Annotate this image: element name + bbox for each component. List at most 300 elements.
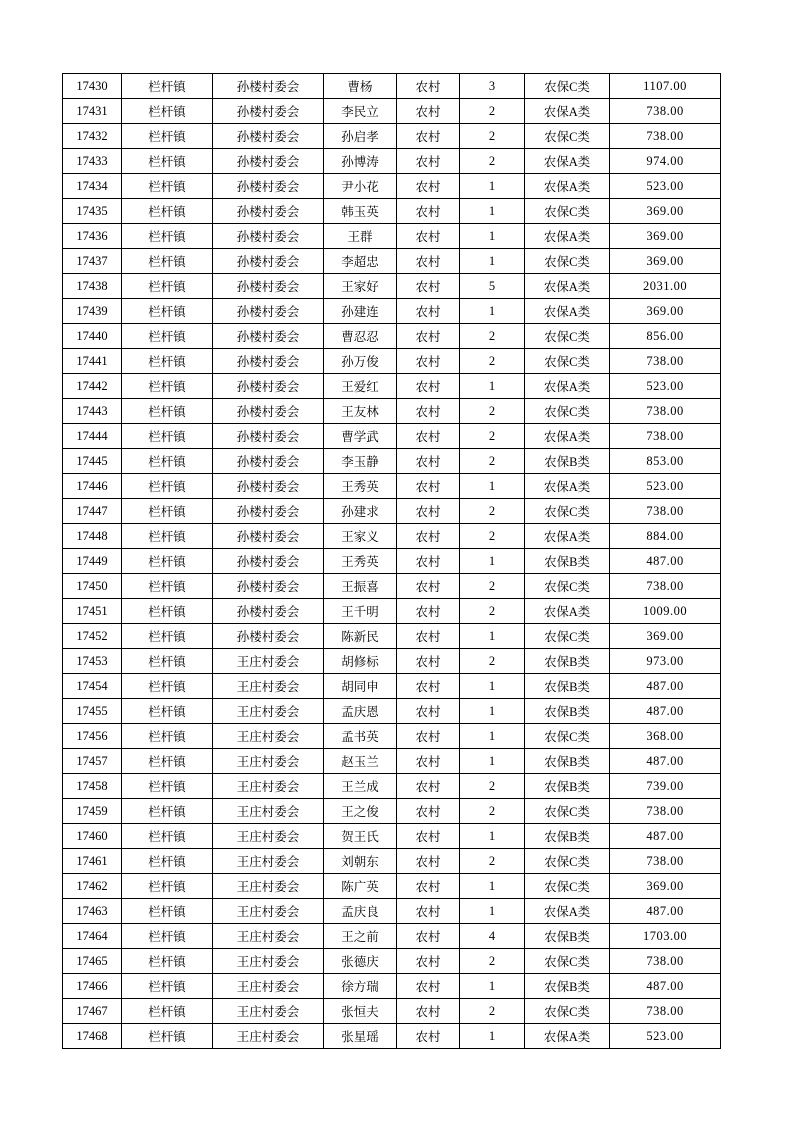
cell-village: 孙楼村委会	[213, 99, 324, 124]
cell-persons: 2	[460, 774, 525, 799]
cell-amount: 523.00	[610, 474, 721, 499]
cell-name: 王爱红	[324, 374, 397, 399]
cell-category: 农保B类	[525, 649, 610, 674]
cell-residence: 农村	[397, 349, 460, 374]
cell-residence: 农村	[397, 74, 460, 99]
cell-residence: 农村	[397, 1024, 460, 1049]
cell-amount: 368.00	[610, 724, 721, 749]
cell-residence: 农村	[397, 299, 460, 324]
cell-amount: 369.00	[610, 874, 721, 899]
table-row	[63, 599, 721, 624]
cell-town: 栏杆镇	[122, 949, 213, 974]
cell-village: 王庄村委会	[213, 949, 324, 974]
cell-persons: 1	[460, 699, 525, 724]
cell-persons: 2	[460, 99, 525, 124]
cell-residence: 农村	[397, 649, 460, 674]
cell-persons: 2	[460, 124, 525, 149]
cell-category: 农保A类	[525, 524, 610, 549]
cell-residence: 农村	[397, 499, 460, 524]
cell-id: 17465	[63, 949, 122, 974]
cell-name: 张德庆	[324, 949, 397, 974]
cell-name: 张星瑶	[324, 1024, 397, 1049]
cell-amount: 487.00	[610, 674, 721, 699]
cell-village: 王庄村委会	[213, 1024, 324, 1049]
cell-persons: 2	[460, 324, 525, 349]
cell-town: 栏杆镇	[122, 699, 213, 724]
cell-category: 农保B类	[525, 749, 610, 774]
cell-category: 农保B类	[525, 824, 610, 849]
cell-residence: 农村	[397, 924, 460, 949]
cell-category: 农保C类	[525, 324, 610, 349]
cell-persons: 1	[460, 1024, 525, 1049]
cell-name: 孟庆恩	[324, 699, 397, 724]
cell-persons: 2	[460, 399, 525, 424]
cell-residence: 农村	[397, 974, 460, 999]
cell-name: 王之前	[324, 924, 397, 949]
cell-name: 贺王氏	[324, 824, 397, 849]
table-row	[63, 999, 721, 1024]
cell-town: 栏杆镇	[122, 724, 213, 749]
cell-village: 孙楼村委会	[213, 174, 324, 199]
cell-persons: 2	[460, 499, 525, 524]
cell-persons: 1	[460, 724, 525, 749]
cell-residence: 农村	[397, 249, 460, 274]
cell-village: 孙楼村委会	[213, 374, 324, 399]
cell-village: 王庄村委会	[213, 649, 324, 674]
cell-village: 王庄村委会	[213, 899, 324, 924]
cell-persons: 2	[460, 999, 525, 1024]
cell-amount: 973.00	[610, 649, 721, 674]
cell-persons: 2	[460, 649, 525, 674]
table-row	[63, 449, 721, 474]
cell-amount: 1009.00	[610, 599, 721, 624]
cell-id: 17461	[63, 849, 122, 874]
cell-residence: 农村	[397, 574, 460, 599]
cell-residence: 农村	[397, 799, 460, 824]
cell-amount: 523.00	[610, 374, 721, 399]
cell-residence: 农村	[397, 874, 460, 899]
cell-id: 17468	[63, 1024, 122, 1049]
cell-persons: 2	[460, 149, 525, 174]
cell-persons: 1	[460, 474, 525, 499]
cell-id: 17450	[63, 574, 122, 599]
table-row	[63, 724, 721, 749]
cell-amount: 853.00	[610, 449, 721, 474]
cell-village: 孙楼村委会	[213, 424, 324, 449]
cell-id: 17459	[63, 799, 122, 824]
cell-amount: 738.00	[610, 124, 721, 149]
cell-category: 农保B类	[525, 699, 610, 724]
cell-category: 农保B类	[525, 974, 610, 999]
cell-residence: 农村	[397, 624, 460, 649]
table-row	[63, 624, 721, 649]
cell-persons: 1	[460, 224, 525, 249]
table-row	[63, 199, 721, 224]
cell-persons: 3	[460, 74, 525, 99]
cell-amount: 739.00	[610, 774, 721, 799]
cell-persons: 2	[460, 949, 525, 974]
cell-id: 17453	[63, 649, 122, 674]
cell-persons: 1	[460, 624, 525, 649]
cell-amount: 738.00	[610, 424, 721, 449]
cell-town: 栏杆镇	[122, 849, 213, 874]
cell-town: 栏杆镇	[122, 624, 213, 649]
cell-name: 王家好	[324, 274, 397, 299]
cell-category: 农保C类	[525, 249, 610, 274]
cell-name: 赵玉兰	[324, 749, 397, 774]
cell-village: 王庄村委会	[213, 824, 324, 849]
cell-residence: 农村	[397, 149, 460, 174]
cell-village: 王庄村委会	[213, 674, 324, 699]
cell-town: 栏杆镇	[122, 499, 213, 524]
cell-name: 王振喜	[324, 574, 397, 599]
table-row	[63, 99, 721, 124]
cell-id: 17443	[63, 399, 122, 424]
table-row	[63, 474, 721, 499]
cell-category: 农保C类	[525, 124, 610, 149]
cell-category: 农保C类	[525, 199, 610, 224]
cell-name: 曹学武	[324, 424, 397, 449]
cell-village: 孙楼村委会	[213, 274, 324, 299]
cell-category: 农保C类	[525, 799, 610, 824]
cell-residence: 农村	[397, 699, 460, 724]
cell-town: 栏杆镇	[122, 574, 213, 599]
cell-category: 农保C类	[525, 999, 610, 1024]
cell-id: 17460	[63, 824, 122, 849]
table-row	[63, 849, 721, 874]
cell-amount: 487.00	[610, 749, 721, 774]
table-row	[63, 824, 721, 849]
cell-residence: 农村	[397, 599, 460, 624]
cell-persons: 4	[460, 924, 525, 949]
cell-id: 17467	[63, 999, 122, 1024]
cell-village: 王庄村委会	[213, 849, 324, 874]
cell-amount: 1703.00	[610, 924, 721, 949]
records-table	[62, 73, 721, 1049]
cell-village: 孙楼村委会	[213, 324, 324, 349]
cell-category: 农保A类	[525, 299, 610, 324]
cell-persons: 2	[460, 574, 525, 599]
cell-residence: 农村	[397, 474, 460, 499]
cell-residence: 农村	[397, 524, 460, 549]
cell-category: 农保A类	[525, 224, 610, 249]
cell-name: 孙博涛	[324, 149, 397, 174]
cell-persons: 1	[460, 299, 525, 324]
cell-name: 尹小花	[324, 174, 397, 199]
cell-name: 孟庆良	[324, 899, 397, 924]
cell-name: 刘朝东	[324, 849, 397, 874]
cell-category: 农保C类	[525, 74, 610, 99]
cell-town: 栏杆镇	[122, 674, 213, 699]
cell-amount: 884.00	[610, 524, 721, 549]
cell-residence: 农村	[397, 274, 460, 299]
cell-id: 17462	[63, 874, 122, 899]
cell-amount: 487.00	[610, 549, 721, 574]
cell-amount: 738.00	[610, 949, 721, 974]
cell-name: 王秀英	[324, 474, 397, 499]
cell-persons: 1	[460, 974, 525, 999]
cell-category: 农保C类	[525, 724, 610, 749]
cell-id: 17455	[63, 699, 122, 724]
cell-town: 栏杆镇	[122, 824, 213, 849]
cell-village: 王庄村委会	[213, 774, 324, 799]
cell-town: 栏杆镇	[122, 749, 213, 774]
table-row	[63, 349, 721, 374]
cell-id: 17440	[63, 324, 122, 349]
cell-residence: 农村	[397, 424, 460, 449]
cell-category: 农保A类	[525, 1024, 610, 1049]
cell-village: 孙楼村委会	[213, 574, 324, 599]
cell-id: 17435	[63, 199, 122, 224]
cell-name: 王友林	[324, 399, 397, 424]
cell-id: 17438	[63, 274, 122, 299]
table-row	[63, 499, 721, 524]
cell-town: 栏杆镇	[122, 74, 213, 99]
cell-amount: 2031.00	[610, 274, 721, 299]
cell-town: 栏杆镇	[122, 449, 213, 474]
cell-village: 孙楼村委会	[213, 474, 324, 499]
cell-category: 农保C类	[525, 849, 610, 874]
cell-village: 孙楼村委会	[213, 524, 324, 549]
table-row	[63, 699, 721, 724]
cell-id: 17451	[63, 599, 122, 624]
cell-town: 栏杆镇	[122, 124, 213, 149]
cell-village: 孙楼村委会	[213, 599, 324, 624]
cell-id: 17449	[63, 549, 122, 574]
cell-id: 17437	[63, 249, 122, 274]
cell-town: 栏杆镇	[122, 174, 213, 199]
cell-amount: 738.00	[610, 399, 721, 424]
cell-persons: 1	[460, 374, 525, 399]
cell-id: 17452	[63, 624, 122, 649]
cell-residence: 农村	[397, 849, 460, 874]
cell-persons: 1	[460, 549, 525, 574]
cell-residence: 农村	[397, 999, 460, 1024]
cell-name: 王兰成	[324, 774, 397, 799]
table-row	[63, 274, 721, 299]
cell-persons: 2	[460, 524, 525, 549]
cell-persons: 1	[460, 174, 525, 199]
table-row	[63, 874, 721, 899]
cell-village: 孙楼村委会	[213, 74, 324, 99]
cell-persons: 2	[460, 849, 525, 874]
cell-category: 农保B类	[525, 774, 610, 799]
cell-persons: 1	[460, 874, 525, 899]
cell-id: 17432	[63, 124, 122, 149]
table-row	[63, 324, 721, 349]
cell-name: 孙建求	[324, 499, 397, 524]
cell-id: 17464	[63, 924, 122, 949]
table-row	[63, 974, 721, 999]
cell-village: 王庄村委会	[213, 724, 324, 749]
cell-village: 孙楼村委会	[213, 349, 324, 374]
cell-town: 栏杆镇	[122, 874, 213, 899]
cell-amount: 487.00	[610, 899, 721, 924]
cell-residence: 农村	[397, 399, 460, 424]
table-body	[63, 74, 721, 1049]
table-row	[63, 674, 721, 699]
cell-id: 17441	[63, 349, 122, 374]
cell-village: 王庄村委会	[213, 874, 324, 899]
cell-amount: 369.00	[610, 199, 721, 224]
cell-amount: 369.00	[610, 624, 721, 649]
cell-residence: 农村	[397, 174, 460, 199]
cell-id: 17434	[63, 174, 122, 199]
cell-town: 栏杆镇	[122, 424, 213, 449]
table-row	[63, 549, 721, 574]
cell-name: 王家义	[324, 524, 397, 549]
cell-persons: 1	[460, 249, 525, 274]
cell-id: 17445	[63, 449, 122, 474]
cell-amount: 738.00	[610, 99, 721, 124]
cell-category: 农保A类	[525, 474, 610, 499]
cell-name: 王秀英	[324, 549, 397, 574]
cell-amount: 974.00	[610, 149, 721, 174]
cell-town: 栏杆镇	[122, 799, 213, 824]
table-row	[63, 524, 721, 549]
cell-amount: 738.00	[610, 574, 721, 599]
cell-name: 王千明	[324, 599, 397, 624]
cell-category: 农保C类	[525, 949, 610, 974]
table-row	[63, 424, 721, 449]
cell-id: 17442	[63, 374, 122, 399]
cell-id: 17456	[63, 724, 122, 749]
cell-name: 陈新民	[324, 624, 397, 649]
cell-category: 农保A类	[525, 374, 610, 399]
cell-village: 孙楼村委会	[213, 449, 324, 474]
cell-persons: 2	[460, 424, 525, 449]
cell-amount: 369.00	[610, 299, 721, 324]
cell-persons: 1	[460, 199, 525, 224]
cell-amount: 738.00	[610, 349, 721, 374]
cell-persons: 2	[460, 349, 525, 374]
table-row	[63, 124, 721, 149]
cell-name: 胡修标	[324, 649, 397, 674]
table-row	[63, 149, 721, 174]
cell-town: 栏杆镇	[122, 224, 213, 249]
cell-name: 孙启孝	[324, 124, 397, 149]
cell-residence: 农村	[397, 449, 460, 474]
cell-village: 孙楼村委会	[213, 199, 324, 224]
cell-town: 栏杆镇	[122, 149, 213, 174]
cell-town: 栏杆镇	[122, 549, 213, 574]
cell-town: 栏杆镇	[122, 649, 213, 674]
cell-village: 孙楼村委会	[213, 249, 324, 274]
cell-town: 栏杆镇	[122, 99, 213, 124]
cell-persons: 2	[460, 599, 525, 624]
cell-category: 农保B类	[525, 549, 610, 574]
cell-name: 李超忠	[324, 249, 397, 274]
cell-residence: 农村	[397, 124, 460, 149]
table-row	[63, 574, 721, 599]
cell-category: 农保B类	[525, 924, 610, 949]
cell-town: 栏杆镇	[122, 474, 213, 499]
cell-amount: 856.00	[610, 324, 721, 349]
cell-village: 孙楼村委会	[213, 549, 324, 574]
cell-name: 张恒夫	[324, 999, 397, 1024]
cell-village: 孙楼村委会	[213, 224, 324, 249]
table-row	[63, 399, 721, 424]
cell-residence: 农村	[397, 99, 460, 124]
cell-town: 栏杆镇	[122, 599, 213, 624]
cell-town: 栏杆镇	[122, 249, 213, 274]
cell-town: 栏杆镇	[122, 524, 213, 549]
cell-village: 孙楼村委会	[213, 149, 324, 174]
cell-id: 17454	[63, 674, 122, 699]
cell-residence: 农村	[397, 899, 460, 924]
cell-id: 17436	[63, 224, 122, 249]
cell-category: 农保B类	[525, 449, 610, 474]
cell-residence: 农村	[397, 824, 460, 849]
cell-village: 王庄村委会	[213, 749, 324, 774]
cell-id: 17431	[63, 99, 122, 124]
cell-village: 孙楼村委会	[213, 499, 324, 524]
table-row	[63, 224, 721, 249]
cell-category: 农保A类	[525, 424, 610, 449]
table-row	[63, 949, 721, 974]
table-row	[63, 374, 721, 399]
cell-amount: 487.00	[610, 974, 721, 999]
cell-id: 17447	[63, 499, 122, 524]
cell-id: 17444	[63, 424, 122, 449]
cell-amount: 1107.00	[610, 74, 721, 99]
cell-village: 王庄村委会	[213, 974, 324, 999]
cell-name: 王之俊	[324, 799, 397, 824]
cell-name: 曹杨	[324, 74, 397, 99]
cell-residence: 农村	[397, 374, 460, 399]
cell-town: 栏杆镇	[122, 774, 213, 799]
cell-name: 韩玉英	[324, 199, 397, 224]
cell-village: 王庄村委会	[213, 999, 324, 1024]
cell-id: 17446	[63, 474, 122, 499]
cell-village: 王庄村委会	[213, 924, 324, 949]
table-row	[63, 749, 721, 774]
cell-town: 栏杆镇	[122, 1024, 213, 1049]
cell-persons: 1	[460, 674, 525, 699]
cell-amount: 523.00	[610, 174, 721, 199]
cell-id: 17458	[63, 774, 122, 799]
table-row	[63, 299, 721, 324]
cell-residence: 农村	[397, 949, 460, 974]
cell-village: 孙楼村委会	[213, 399, 324, 424]
cell-residence: 农村	[397, 774, 460, 799]
cell-residence: 农村	[397, 674, 460, 699]
cell-name: 胡同申	[324, 674, 397, 699]
cell-persons: 2	[460, 799, 525, 824]
cell-amount: 523.00	[610, 1024, 721, 1049]
cell-id: 17463	[63, 899, 122, 924]
cell-amount: 738.00	[610, 799, 721, 824]
cell-town: 栏杆镇	[122, 324, 213, 349]
cell-category: 农保A类	[525, 599, 610, 624]
cell-amount: 738.00	[610, 499, 721, 524]
cell-name: 孙万俊	[324, 349, 397, 374]
cell-persons: 2	[460, 449, 525, 474]
cell-town: 栏杆镇	[122, 999, 213, 1024]
table-row	[63, 899, 721, 924]
cell-name: 曹忍忍	[324, 324, 397, 349]
cell-category: 农保C类	[525, 874, 610, 899]
cell-category: 农保A类	[525, 899, 610, 924]
cell-amount: 487.00	[610, 699, 721, 724]
cell-residence: 农村	[397, 749, 460, 774]
cell-category: 农保C类	[525, 624, 610, 649]
cell-town: 栏杆镇	[122, 374, 213, 399]
cell-persons: 1	[460, 899, 525, 924]
cell-id: 17433	[63, 149, 122, 174]
cell-town: 栏杆镇	[122, 899, 213, 924]
cell-amount: 487.00	[610, 824, 721, 849]
